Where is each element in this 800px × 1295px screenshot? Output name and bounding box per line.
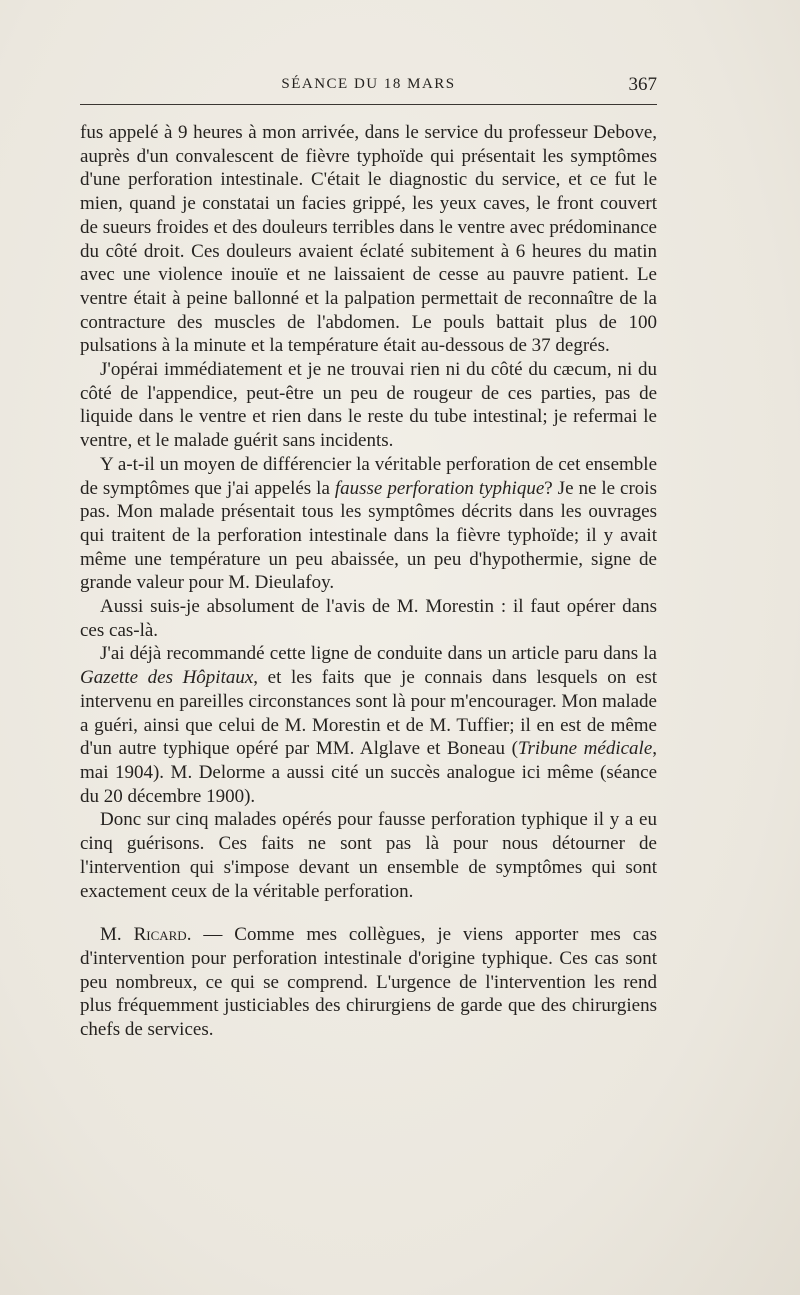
- paragraph-3-text-b: ? Je ne le crois pas. Mon malade présentait tous les symptômes décrits dans les ouvrages qui traitent de la perforation intestinale dans la fièvre typhoïde; il y avait même une température un peu abaissée, un peu d'hypothermie, signe de grande valeur pour M. Dieulafoy.: [80, 477, 657, 594]
- paragraph-1: fus appelé à 9 heures à mon arrivée, dans le service du professeur Debove, auprès d'un convalescent de fièvre typhoïde qui présentait les symptômes d'une perforation intestinale. C'était le diagnostic du service, et ce fut le mien, quand je constatai un facies grippé, les yeux caves, le front couvert de sueurs froides et des douleurs terribles dans le ventre avec prédominance du côté droit. Ces douleurs avaient éclaté subitement à 6 heures du matin avec une violence inouïe et ne laissaient de cesse au pauvre patient. Le ventre était à peine ballonné et la palpation permettait de reconnaître de la contracture des muscles de l'abdomen. Le pouls battait plus de 100 pulsations à la minute et la température était au-dessous de 37 degrés.: [80, 122, 657, 357]
- paragraph-5-text-a: J'ai déjà recommandé cette ligne de conduite dans un article paru dans la: [100, 643, 657, 665]
- paragraph-2: J'opérai immédiatement et je ne trouvai rien ni du côté du cæcum, ni du côté de l'appendice, peut-être un peu de rougeur de ces parties, pas de liquide dans le ventre et rien dans le reste du tube intestinal; je refermai le ventre, et le malade guérit sans incidents.: [80, 359, 657, 452]
- paragraph-5-italic-tribune: Tribune médicale: [517, 738, 653, 760]
- page-header: [80, 72, 657, 98]
- paragraph-3-text-a: Y a-t-il un moyen de différencier la véritable perforation de cet ensemble de symptômes que j'ai appelés la: [80, 453, 657, 499]
- paragraph-3-italic: fausse perforation typhique: [334, 477, 545, 499]
- paragraph-5-text-b: , et les faits que je connais dans lesquels on est intervenu en pareilles circonstances sont là pour m'encourager. Mon malade a guéri, ainsi que celui de M. Morestin et de M. Tuffier; il en est de même d'un autre typhique opéré par MM. Alglave et Boneau (: [80, 667, 657, 760]
- running-title: SÉANCE DU 18 MARS: [281, 76, 456, 92]
- paragraph-6: Donc sur cinq malades opérés pour fausse perforation typhique il y a eu cinq guérisons. Ces faits ne sont pas là pour nous détourner de l'intervention qui s'impose devant un ensemble de symptômes qui sont exactement ceux de la véritable perforation.: [80, 809, 657, 902]
- header-rule: [80, 104, 657, 105]
- paragraph-5: [80, 642, 657, 808]
- speaker-prefix: M.: [100, 924, 134, 946]
- paragraph-7-ricard: [80, 923, 657, 1042]
- paragraph-4: Aussi suis-je absolument de l'avis de M. Morestin : il faut opérer dans ces cas-là.: [80, 596, 657, 641]
- paragraph-5-text-c: , mai 1904). M. Delorme a aussi cité un succès analogue ici même (séance du 20 décembre 1900).: [80, 738, 658, 807]
- body-text: [80, 121, 657, 1042]
- paragraph-5-italic-journal: Gazette des Hôpitaux: [80, 667, 254, 689]
- page-number: 367: [628, 74, 657, 95]
- paragraph-7-text: . — Comme mes collègues, je viens apporter mes cas d'intervention pour perforation intestinale d'origine typhique. Ces cas sont peu nombreux, ce qui se comprend. L'urgence de l'intervention les rend plus fréquemment justiciables des chirurgiens de garde que des chirurgiens chefs de services.: [80, 924, 657, 1041]
- paragraph-3: [80, 453, 657, 595]
- speaker-name: Ricard: [133, 924, 187, 946]
